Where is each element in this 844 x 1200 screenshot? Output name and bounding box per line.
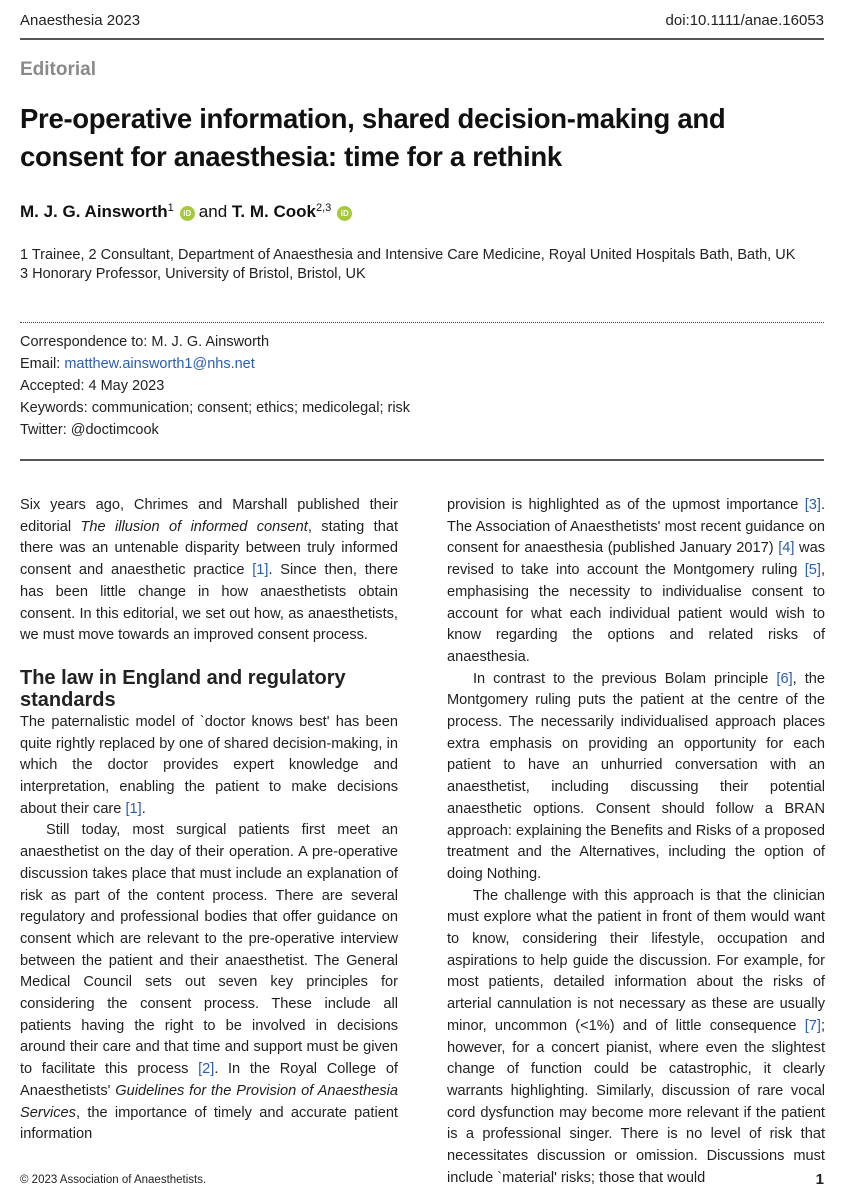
text-run: . In the Royal College of Anaesthetists' <box>20 1061 398 1099</box>
body-column-left <box>20 495 398 1146</box>
text-run: . <box>141 800 146 817</box>
running-head <box>20 12 824 34</box>
twitter-handle: Twitter: @doctimcook <box>20 422 159 438</box>
affiliations <box>20 246 830 284</box>
cited-title: The illusion of informed consent <box>80 518 308 535</box>
text-run: . Since then, there has been little change in how anaesthetists obtain consent. In this editorial, we set out how, as anaesthetists, we must move towards an improved consent process. <box>20 562 398 644</box>
orcid-icon[interactable]: iD <box>180 206 195 221</box>
text-run: Still today, most surgical patients first meet an anaesthetist on the day of their operation. A pre-operative discussion takes place that must include an explanation of risk as part of the content process. There are several regulatory and professional bodies that offer guidance on consent which are relevant to the pre-operative interview between the patient and their anaesthetist. The General Medical Council sets out seven key principles for considering the consent process. These include all patients having the right to be involved in decisions around their care and that time and support must be given to facilitate this process <box>20 822 398 1078</box>
author-affiliation-sup: 2,3 <box>315 202 332 214</box>
email-link[interactable]: matthew.ainsworth1@nhs.net <box>64 356 255 372</box>
text-run: The paternalistic model of `doctor knows best' has been quite rightly replaced by one of shared decision-making, in which the doctor provides expert knowledge and interpretation, enabling the patient to make decisions about their care <box>20 713 398 817</box>
article-metadata <box>20 331 410 441</box>
page-number: 1 <box>815 1171 824 1188</box>
reference-link[interactable]: [7] <box>804 1017 821 1034</box>
text-run: provision is highlighted as of the upmost importance <box>447 497 805 513</box>
accepted-date: Accepted: 4 May 2023 <box>20 378 165 394</box>
reference-link[interactable]: [1] <box>125 800 142 817</box>
author-name: M. J. G. Ainsworth <box>20 202 168 221</box>
author-name: T. M. Cook <box>231 202 316 221</box>
metadata-divider <box>20 459 824 461</box>
text-run: was revised to take into account the Montgomery ruling <box>447 540 825 579</box>
header-divider <box>20 38 824 40</box>
affiliation-line: 1 Trainee, 2 Consultant, Department of Anaesthesia and Intensive Care Medicine, Royal United Hospitals Bath, Bath, UK <box>20 247 796 263</box>
author-line <box>20 202 356 222</box>
author-conjunction: and <box>198 202 228 221</box>
text-run: , the Montgomery ruling puts the patient at the centre of the process. The necessarily individualised approach places extra emphasis on providing an opportunity for each patient to have an unhurried conversation with an anaesthetist, including discussing their potential anaesthetic options. Consent should follow a BRAN approach: explaining the Benefits and Risks of a proposed treatment and the Alternatives, including the option of doing Nothing. <box>447 670 825 882</box>
text-run: The challenge with this approach is that the clinician must explore what the patient in front of them would want to know, considering their lifestyle, occupation and aspirations to help guide the discussion. For example, for most patients, detailed information about the risks of arterial cannulation is not necessary as these are usually minor, uncommon (<1%) and of little consequence <box>447 887 825 1034</box>
article-title: Pre-operative information, shared decision-making and consent for anaesthesia: time for a rethink <box>20 103 726 172</box>
paragraph-continued <box>447 495 825 669</box>
author-affiliation-sup: 1 <box>167 202 174 214</box>
email-label: Email: <box>20 356 65 372</box>
orcid-icon[interactable]: iD <box>337 206 352 221</box>
text-run: ; however, for a concert pianist, where even the slightest change of function could be catastrophic, it clearly warrants highlighting. Similarly, discussion of rare vocal cord dysfunction may become more relevant if the patient is a professional singer. There is no level of risk that necessitates discussion or omission. Discussions must include `material' risks; those that would <box>447 1017 825 1186</box>
reference-link[interactable]: [3] <box>804 497 821 513</box>
text-run: , the importance of timely and accurate patient information <box>20 1104 398 1143</box>
text-run: , stating that there was an untenable disparity between truly informed consent and anaesthetic practice <box>20 518 398 579</box>
paragraph <box>447 886 825 1190</box>
text-run: Six years ago, Chrimes and Marshall published their editorial <box>20 497 398 535</box>
article-type: Editorial <box>20 59 97 80</box>
paragraph <box>20 712 398 821</box>
dotted-divider <box>20 322 824 323</box>
journal-name: Anaesthesia 2023 <box>20 12 141 29</box>
section-heading: The law in England and regulatory standards <box>20 666 346 711</box>
doi[interactable]: doi:10.1111/anae.16053 <box>665 12 824 29</box>
paragraph <box>20 820 398 1146</box>
correspondence: Correspondence to: M. J. G. Ainsworth <box>20 334 270 350</box>
cited-title: Guidelines for the Provision of Anaesthesia Services <box>20 1082 398 1121</box>
body-column-right <box>447 495 825 1190</box>
reference-link[interactable]: [4] <box>778 540 795 557</box>
paragraph-intro <box>20 495 398 647</box>
reference-link[interactable]: [2] <box>198 1061 215 1078</box>
reference-link[interactable]: [5] <box>804 562 821 579</box>
paragraph <box>447 669 825 886</box>
keywords: Keywords: communication; consent; ethics; medicolegal; risk <box>20 400 411 416</box>
text-run: , emphasising the necessity to individualise consent to account for what each individual patient would wish to know regarding the options and related risks of anaesthesia. <box>447 562 825 665</box>
reference-link[interactable]: [1] <box>252 562 269 579</box>
text-run: . The Association of Anaesthetists' most recent guidance on consent for anaesthesia (published January 2017) <box>447 497 825 557</box>
reference-link[interactable]: [6] <box>776 670 793 687</box>
email-line <box>20 353 410 375</box>
copyright: © 2023 Association of Anaesthetists. <box>20 1174 207 1186</box>
text-run: In contrast to the previous Bolam principle <box>473 670 777 687</box>
affiliation-line: 3 Honorary Professor, University of Bristol, Bristol, UK <box>20 266 366 282</box>
